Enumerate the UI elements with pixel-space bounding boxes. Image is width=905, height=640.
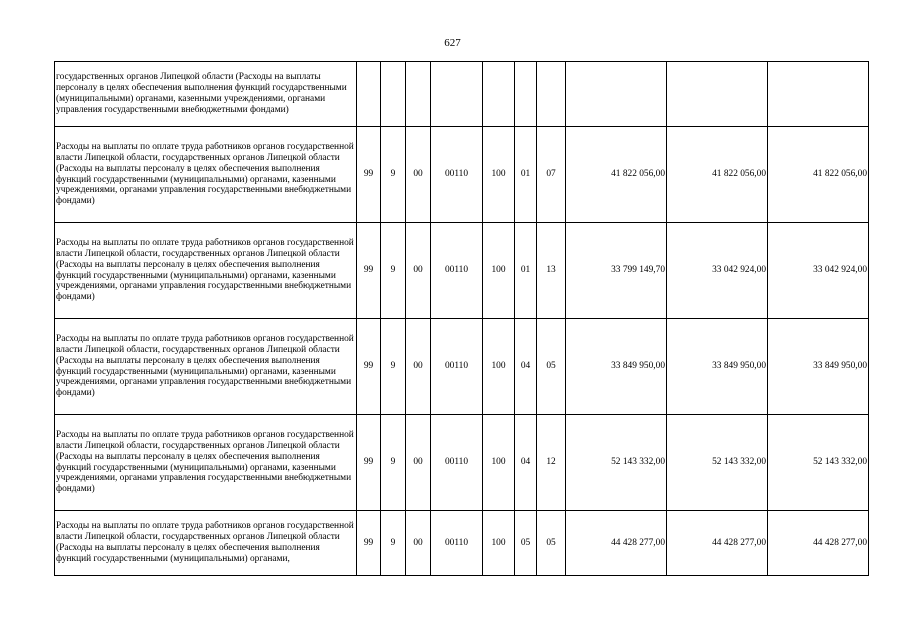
main-event-code: 00 (406, 223, 431, 319)
row-description: Расходы на выплаты по оплате труда работников органов государственной власти Липецкой области, государственных органов Липецкой области (Расходы на выплаты персоналу в целях обеспечения выполнения функций государственными (муниципальными) органами, казенными учреждениями, органами управления государственными внебюджетными фондами) (55, 319, 357, 415)
amount-year-3: 44 428 277,00 (768, 511, 869, 576)
program-code (357, 62, 381, 127)
row-description: Расходы на выплаты по оплате труда работников органов государственной власти Липецкой области, государственных органов Липецкой области (Расходы на выплаты персоналу в целях обеспечения выполнения функций государственными (муниципальными) органами, казенными учреждениями, органами управления государственными внебюджетными фондами) (55, 415, 357, 511)
subprogram-code: 9 (381, 223, 406, 319)
expense-type-code (483, 62, 515, 127)
subsection-code: 05 (537, 319, 566, 415)
subprogram-code: 9 (381, 415, 406, 511)
row-description: Расходы на выплаты по оплате труда работников органов государственной власти Липецкой области, государственных органов Липецкой области (Расходы на выплаты персоналу в целях обеспечения выполнения функций государственными (муниципальными) органами, казенными учреждениями, органами управления государственными внебюджетными фондами) (55, 223, 357, 319)
subsection-code: 07 (537, 127, 566, 223)
amount-year-2: 33 849 950,00 (667, 319, 768, 415)
amount-year-1: 33 849 950,00 (566, 319, 667, 415)
program-code: 99 (357, 127, 381, 223)
amount-year-1: 52 143 332,00 (566, 415, 667, 511)
subsection-code: 13 (537, 223, 566, 319)
subsection-code (537, 62, 566, 127)
direction-code: 00110 (431, 223, 483, 319)
program-code: 99 (357, 415, 381, 511)
main-event-code: 00 (406, 319, 431, 415)
program-code: 99 (357, 223, 381, 319)
main-event-code: 00 (406, 511, 431, 576)
table-row (55, 223, 869, 319)
amount-year-3: 41 822 056,00 (768, 127, 869, 223)
subprogram-code: 9 (381, 511, 406, 576)
section-code: 04 (515, 415, 537, 511)
expense-type-code: 100 (483, 127, 515, 223)
main-event-code (406, 62, 431, 127)
amount-year-3: 33 042 924,00 (768, 223, 869, 319)
table-row (55, 319, 869, 415)
program-code: 99 (357, 511, 381, 576)
amount-year-2: 44 428 277,00 (667, 511, 768, 576)
main-event-code: 00 (406, 415, 431, 511)
section-code: 05 (515, 511, 537, 576)
amount-year-1: 41 822 056,00 (566, 127, 667, 223)
subprogram-code: 9 (381, 319, 406, 415)
table-row (55, 62, 869, 127)
budget-table (54, 61, 869, 576)
amount-year-3: 52 143 332,00 (768, 415, 869, 511)
expense-type-code: 100 (483, 415, 515, 511)
subsection-code: 05 (537, 511, 566, 576)
amount-year-2: 52 143 332,00 (667, 415, 768, 511)
expense-type-code: 100 (483, 511, 515, 576)
expense-type-code: 100 (483, 223, 515, 319)
subprogram-code (381, 62, 406, 127)
direction-code: 00110 (431, 415, 483, 511)
amount-year-3: 33 849 950,00 (768, 319, 869, 415)
row-description: Расходы на выплаты по оплате труда работников органов государственной власти Липецкой области, государственных органов Липецкой области (Расходы на выплаты персоналу в целях обеспечения выполнения функций государственными (муниципальными) органами, казенными учреждениями, органами управления государственными внебюджетными фондами) (55, 127, 357, 223)
amount-year-3 (768, 62, 869, 127)
section-code (515, 62, 537, 127)
section-code: 04 (515, 319, 537, 415)
table-row (55, 415, 869, 511)
amount-year-1: 44 428 277,00 (566, 511, 667, 576)
amount-year-1 (566, 62, 667, 127)
main-event-code: 00 (406, 127, 431, 223)
program-code: 99 (357, 319, 381, 415)
direction-code (431, 62, 483, 127)
section-code: 01 (515, 223, 537, 319)
direction-code: 00110 (431, 511, 483, 576)
subsection-code: 12 (537, 415, 566, 511)
amount-year-1: 33 799 149,70 (566, 223, 667, 319)
table-row (55, 127, 869, 223)
table-row (55, 511, 869, 576)
amount-year-2 (667, 62, 768, 127)
row-description: Расходы на выплаты по оплате труда работников органов государственной власти Липецкой области, государственных органов Липецкой области (Расходы на выплаты персоналу в целях обеспечения выполнения функций государственными (муниципальными) органами, (55, 511, 357, 576)
page-number: 627 (444, 37, 461, 49)
expense-type-code: 100 (483, 319, 515, 415)
section-code: 01 (515, 127, 537, 223)
row-description: государственных органов Липецкой области (Расходы на выплаты персоналу в целях обеспечения выполнения функций государственными (муниципальными) органами, казенными учреждениями, органами управления государственными внебюджетными фондами) (55, 62, 357, 127)
direction-code: 00110 (431, 319, 483, 415)
subprogram-code: 9 (381, 127, 406, 223)
direction-code: 00110 (431, 127, 483, 223)
amount-year-2: 33 042 924,00 (667, 223, 768, 319)
amount-year-2: 41 822 056,00 (667, 127, 768, 223)
